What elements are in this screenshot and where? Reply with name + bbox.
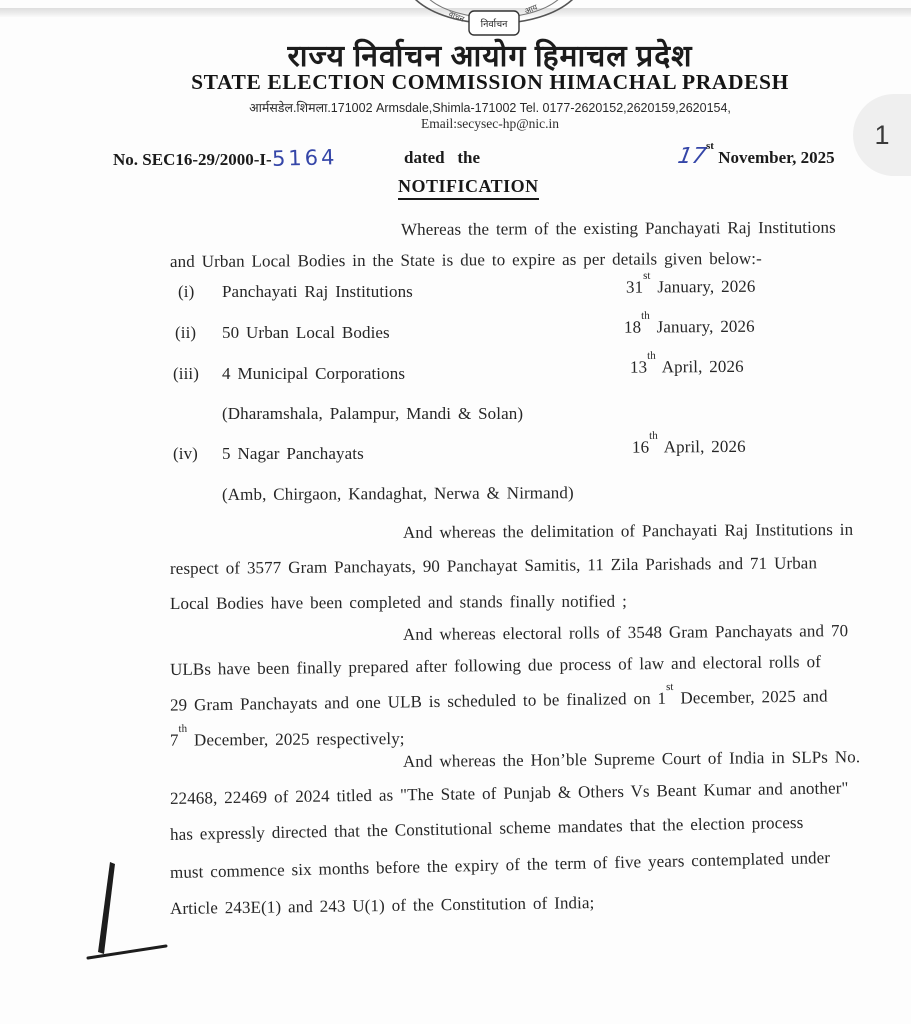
para3-line2: ULBs have been finally prepared after following due process of law and electoral rolls of <box>169 652 822 679</box>
schedule-item-2-num: (ii) <box>175 323 197 342</box>
commission-email: Email:secysec-hp@nic.in <box>420 116 559 131</box>
schedule-item-1-date: 31st January, 2026 <box>625 269 756 297</box>
schedule-item-2-label: 50 Urban Local Bodies <box>222 323 390 342</box>
schedule-item-4-label: 5 Nagar Panchayats <box>222 444 364 463</box>
commission-title-english: STATE ELECTION COMMISSION HIMACHAL PRADESH <box>191 70 789 94</box>
schedule-item-1-num: (i) <box>178 282 195 301</box>
dated-word: dated <box>404 148 445 167</box>
date-month-year: November, 2025 <box>713 148 835 167</box>
commission-address: आर्मसडेल.शिमला.171002 Armsdale,Shimla-171002 Tel. 0177-2620152,2620159,2620154, <box>249 101 731 115</box>
handwritten-mark <box>76 856 176 971</box>
reference-number <box>113 146 337 170</box>
para2-line1: And whereas the delimitation of Panchayati Raj Institutions in <box>402 519 854 542</box>
reference-number-handwritten: 5164 <box>271 145 338 171</box>
para2-line3: Local Bodies have been completed and stands finally notified ; <box>169 591 627 613</box>
para1-line1: Whereas the term of the existing Panchayati Raj Institutions <box>400 217 836 239</box>
dated-label <box>404 148 480 168</box>
notification-heading-wrap <box>398 176 539 197</box>
the-word: the <box>457 148 481 167</box>
schedule-item-3-date: 13th April, 2026 <box>629 349 744 377</box>
notification-date <box>675 140 835 169</box>
para3-line3: 29 Gram Panchayats and one ULB is scheduled to be finalized on 1st December, 2025 and <box>169 680 828 715</box>
para4-line3: has expressly directed that the Constitutional scheme mandates that the election process <box>169 812 804 844</box>
schedule-item-2-date: 18th January, 2026 <box>623 309 755 337</box>
para4-line2: 22468, 22469 of 2024 titled as "The State of Punjab & Others Vs Beant Kumar and another" <box>169 778 849 808</box>
notification-heading: NOTIFICATION <box>398 176 539 200</box>
schedule-item-3-label: 4 Municipal Corporations <box>222 364 406 383</box>
para3-line1: And whereas electoral rolls of 3548 Gram Panchayats and 70 <box>402 621 849 644</box>
para2-line2: respect of 3577 Gram Panchayats, 90 Panchayat Samitis, 11 Zila Parishads and 71 Urban <box>169 553 818 578</box>
seal-arc-right-text: आय <box>523 2 539 16</box>
page-number-badge: 1 <box>853 94 911 176</box>
schedule-item-1-label: Panchayati Raj Institutions <box>222 282 413 301</box>
para4-line5: Article 243E(1) and 243 U(1) of the Constitution of India; <box>169 893 595 918</box>
date-ordinal: st <box>706 140 714 153</box>
para4-line4: must commence six months before the expiry of the term of five years contemplated under <box>169 848 831 882</box>
seal-arc-left-text: वाचन <box>447 9 466 24</box>
schedule-item-4-num: (iv) <box>173 444 198 463</box>
para4-line1: And whereas the Hon’ble Supreme Court of India in SLPs No. <box>402 747 861 771</box>
para1-line2: and Urban Local Bodies in the State is due to expire as per details given below:- <box>169 248 762 271</box>
reference-number-printed: No. SEC16-29/2000-I- <box>113 150 272 169</box>
date-day-handwritten: 17 <box>675 144 709 169</box>
schedule-item-4-note: (Amb, Chirgaon, Kandaghat, Nerwa & Nirmand) <box>221 483 574 504</box>
schedule-item-3-note: (Dharamshala, Palampur, Mandi & Solan) <box>222 404 524 423</box>
seal-banner-text: निर्वाचन <box>480 20 508 30</box>
commission-title-hindi: राज्य निर्वाचन आयोग हिमाचल प्रदेश <box>287 40 693 73</box>
para3-line4: 7th December, 2025 respectively; <box>169 722 405 750</box>
schedule-item-3-num: (iii) <box>173 364 199 383</box>
schedule-item-4-date: 16th April, 2026 <box>631 429 746 457</box>
